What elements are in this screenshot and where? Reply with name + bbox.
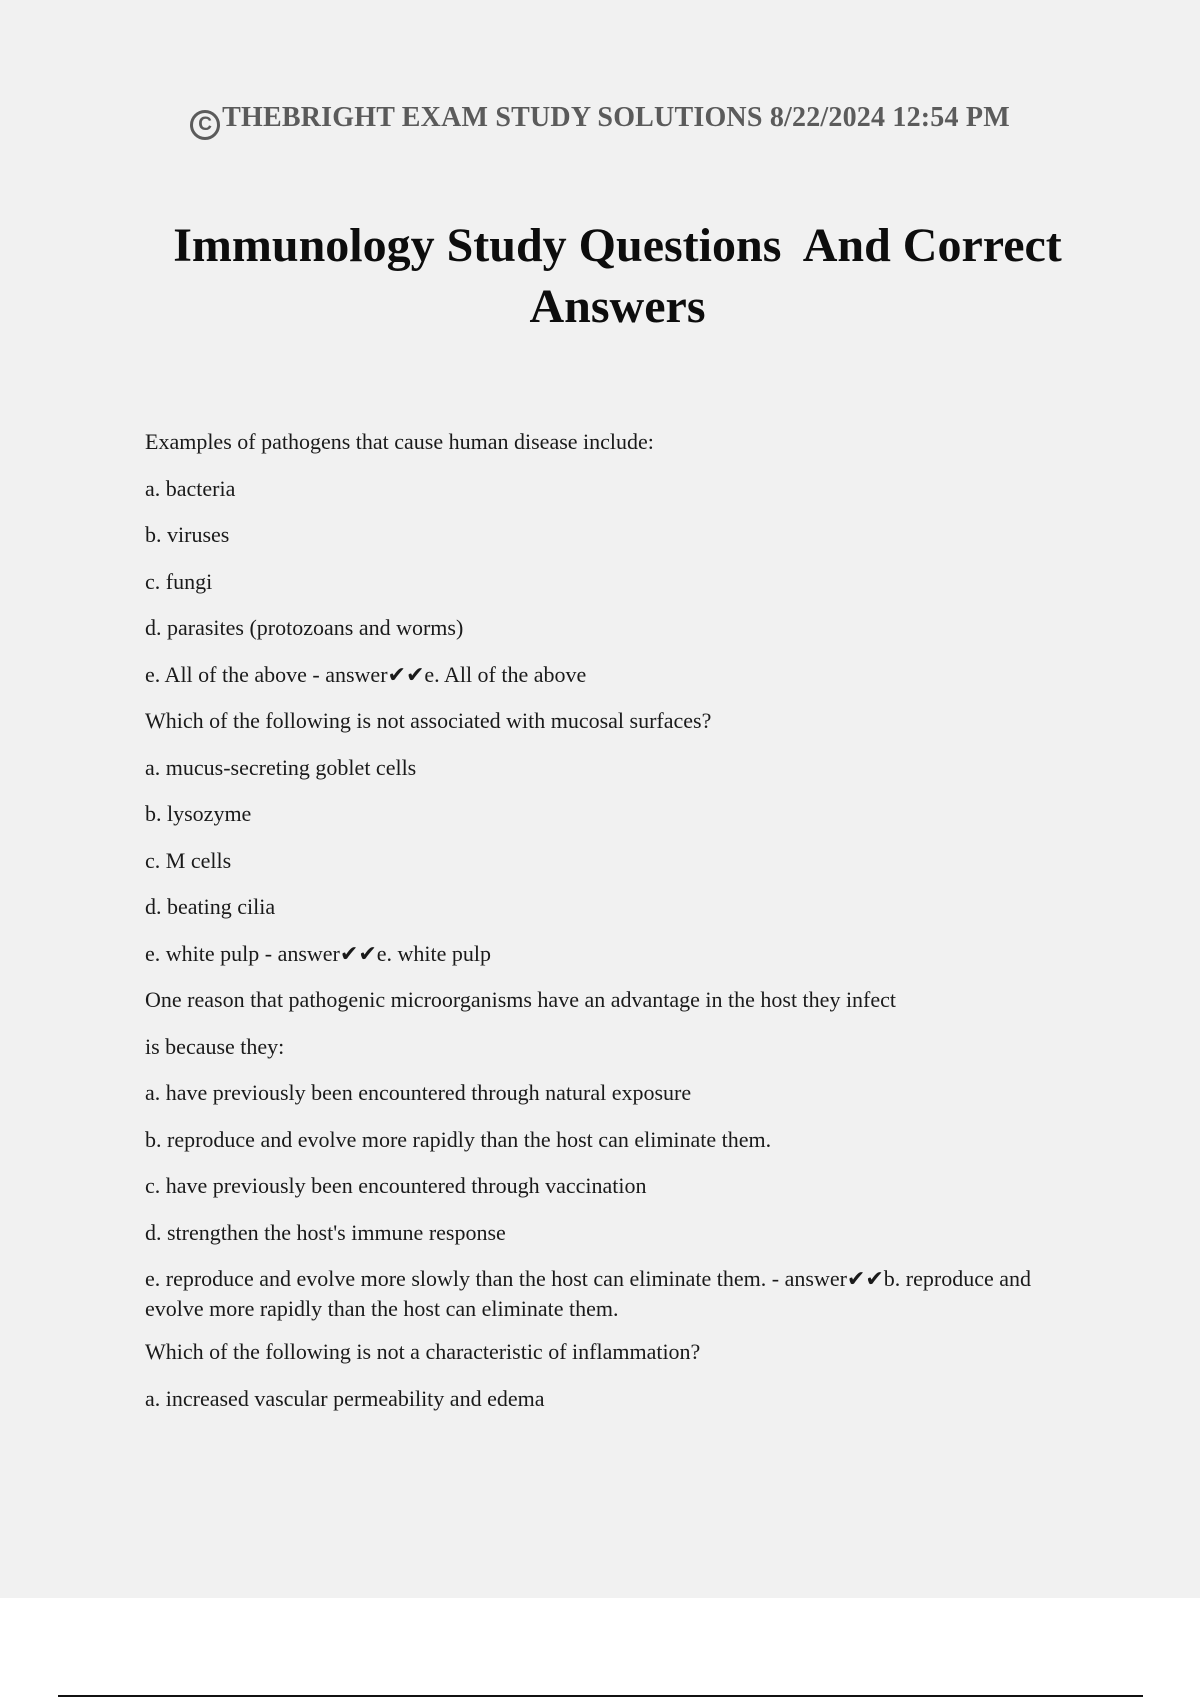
answer-option-with-key: e. white pulp - answer✔✔e. white pulp: [145, 940, 492, 966]
question-text: is because they:: [145, 1033, 285, 1059]
document-body: [145, 427, 1090, 1430]
answer-option: d. beating cilia: [145, 894, 276, 919]
question-text: Examples of pathogens that cause human disease include:: [145, 429, 654, 454]
answer-option-with-key: e. All of the above - answer✔✔e. All of the above: [145, 661, 587, 687]
answer-option: a. mucus-secreting goblet cells: [145, 754, 417, 780]
answer-option-with-key: e. reproduce and evolve more slowly than the host can eliminate them. - answer✔✔b. reproduce and evolve more rapidly than the host can eliminate them.: [145, 1266, 1037, 1321]
answer-option: d. strengthen the host's immune response: [145, 1219, 506, 1245]
footer-divider: [58, 1695, 1143, 1697]
question-text: Which of the following is not associated with mucosal surfaces?: [145, 708, 712, 733]
answer-option: b. viruses: [145, 522, 230, 547]
question-text: Which of the following is not a characteristic of inflammation?: [145, 1339, 701, 1364]
answer-option: c. M cells: [145, 847, 232, 873]
copyright-icon: C: [190, 110, 220, 140]
answer-option: b. reproduce and evolve more rapidly than the host can eliminate them.: [145, 1126, 772, 1152]
answer-option: d. parasites (protozoans and worms): [145, 615, 464, 640]
answer-option: c. fungi: [145, 568, 213, 594]
document-title: Immunology Study Questions And Correct Answers: [173, 219, 1072, 333]
answer-option: c. have previously been encountered through vaccination: [145, 1173, 647, 1198]
answer-option: a. bacteria: [145, 475, 236, 501]
header-text: THEBRIGHT EXAM STUDY SOLUTIONS 8/22/2024 12:54 PM: [222, 102, 1010, 133]
page-header: [0, 98, 1200, 140]
answer-option: b. lysozyme: [145, 801, 252, 826]
answer-option: a. increased vascular permeability and edema: [145, 1385, 545, 1411]
question-text: One reason that pathogenic microorganisms have an advantage in the host they infect: [145, 987, 897, 1012]
answer-option: a. have previously been encountered through natural exposure: [145, 1080, 692, 1105]
